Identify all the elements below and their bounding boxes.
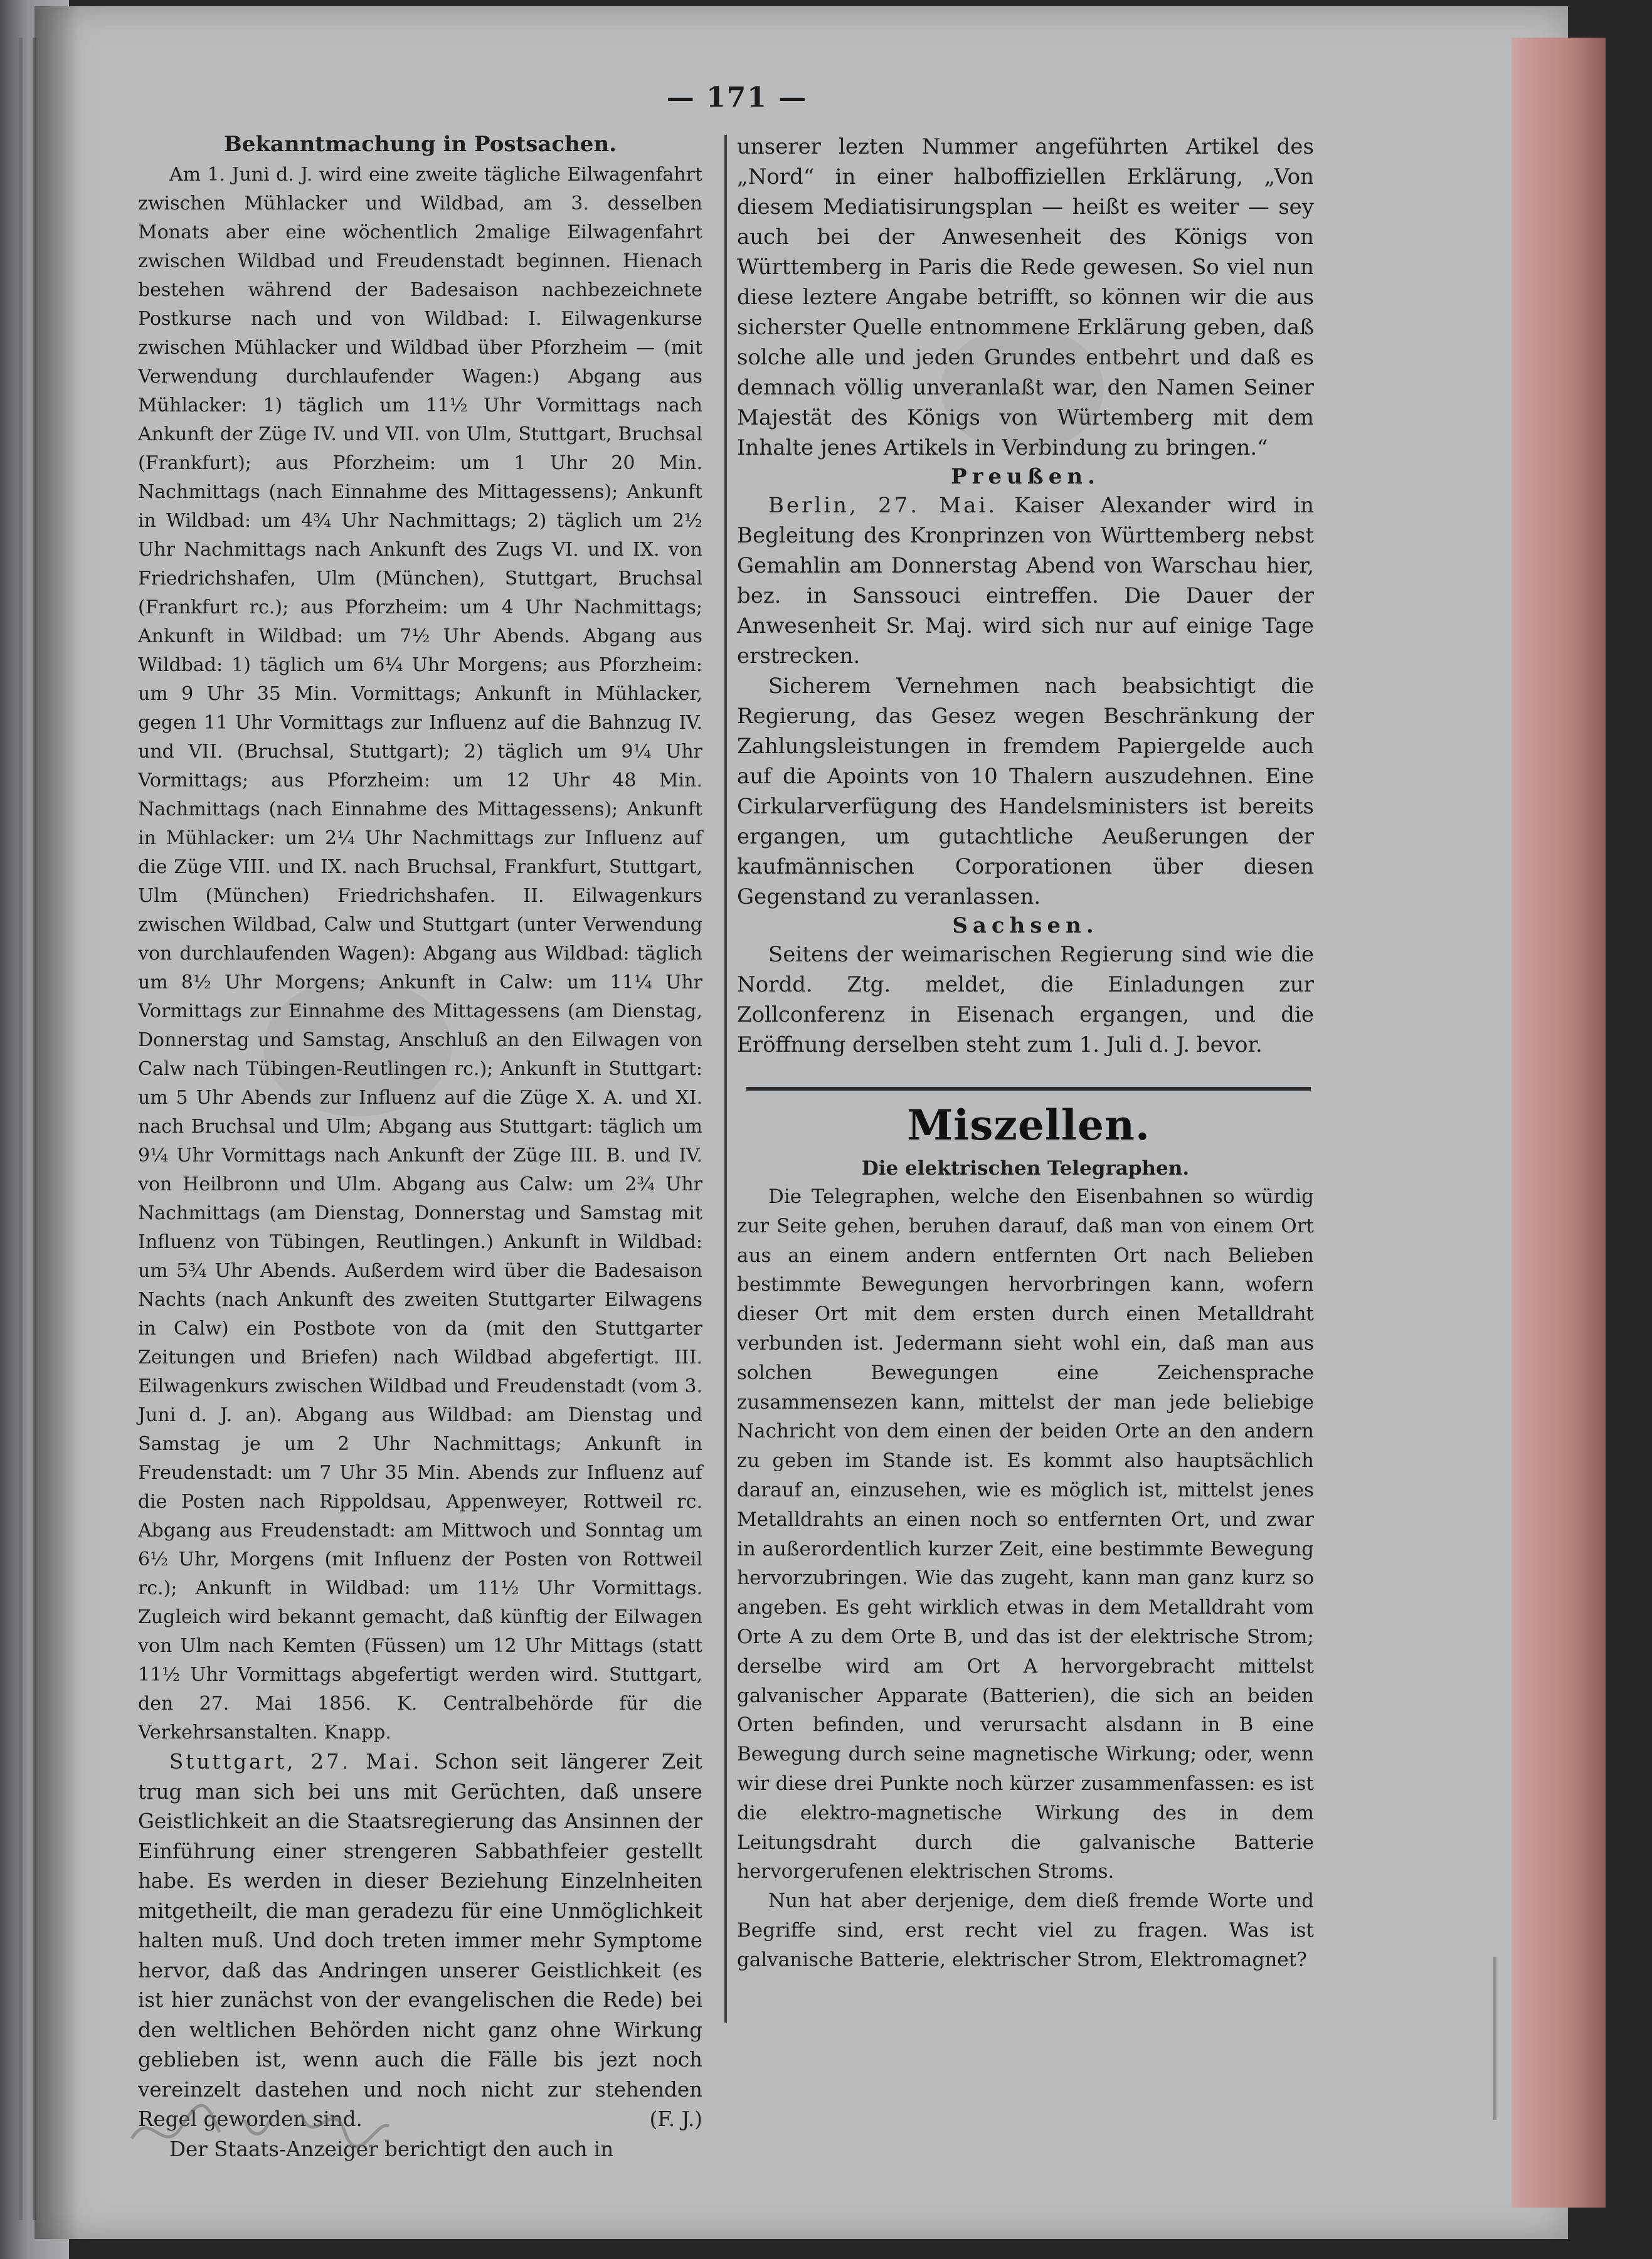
stuttgart-article [138, 1747, 702, 2135]
telegraph-article [737, 1157, 1314, 1975]
page-block-red-edge [1512, 38, 1606, 2208]
berlin-body: Kaiser Alexander wird in Begleitung des Kronprinzen von Württemberg nebst Gemahlin am Donnerstag Abend von Warschau hier, bez. in Sanssouci eintreffen. Die Dauer der Anwesenheit Sr. Maj. wird sich nur auf einige Tage erstrecken. [737, 493, 1314, 669]
preussen-heading: Preußen. [951, 464, 1100, 489]
stuttgart-source: (F. J.) [649, 2107, 702, 2131]
sachsen-heading: Sachsen. [952, 913, 1099, 938]
previous-page-edge-line [19, 38, 23, 2220]
column-divider [724, 135, 727, 2023]
notice-body: Am 1. Juni d. J. wird eine zweite tägliche Eilwagenfahrt zwischen Mühlacker und Wildbad, am 3. desselben Monats aber eine wöchentlich 2malige Eilwagenfahrt zwischen Wildbad und Freudenstadt beginnen. Hienach bestehen während der Badesaison nachbezeichnete Postkurse nach und von Wildbad: I. Eilwagenkurse zwischen Mühlacker und Wildbad über Pforzheim — (mit Verwendung durchlaufender Wagen:) Abgang aus Mühlacker: 1) täglich um 11½ Uhr Vormittags nach Ankunft der Züge IV. und VII. von Ulm, Stuttgart, Bruchsal (Frankfurt); aus Pforzheim: um 1 Uhr 20 Min. Nachmittags (nach Einnahme des Mittagessens); Ankunft in Wildbad: um 4¾ Uhr Nachmittags; 2) täglich um 2½ Uhr Nachmittags nach Ankunft des Zugs VI. und IX. von Friedrichshafen, Ulm (München), Stuttgart, Bruchsal (Frankfurt rc.); aus Pforzheim: um 4 Uhr Nachmittags; Ankunft in Wildbad: um 7½ Uhr Abends. Abgang aus Wildbad: 1) täglich um 6¼ Uhr Morgens; aus Pforzheim: um 9 Uhr 35 Min. Vormittags; Ankunft in Mühlacker, gegen 11 Uhr Vormittags zur Influenz auf die Bahnzug IV. und VII. (Bruchsal, Stuttgart); 2) täglich um 9¼ Uhr Vormittags; aus Pforzheim: um 12 Uhr 48 Min. Nachmittags (nach Einnahme des Mittagessens); Ankunft in Mühlacker: um 2¼ Uhr Nachmittags zur Influenz auf die Züge VIII. und IX. nach Bruchsal, Frankfurt, Stuttgart, Ulm (München) Friedrichshafen. II. Eilwagenkurs zwischen Wildbad, Calw und Stuttgart (unter Verwendung von durchlaufenden Wagen): Abgang aus Wildbad: täglich um 8½ Uhr Morgens; Ankunft in Calw: um 11¼ Uhr Vormittags zur Einnahme des Mittagessens (am Dienstag, Donnerstag und Samstag, Anschluß an den Eilwagen von Calw nach Tübingen-Reutlingen rc.); Ankunft in Stuttgart: um 5 Uhr Abends zur Influenz auf die Züge X. A. und XI. nach Bruchsal und Ulm; Abgang aus Stuttgart: täglich um 9¼ Uhr Vormittags nach Ankunft der Züge III. B. und IV. von Heilbronn und Ulm. Abgang aus Calw: um 2¾ Uhr Nachmittags (am Dienstag, Donnerstag und Samstag mit Influenz von Tübingen, Reutlingen.) Ankunft in Wildbad: um 5¾ Uhr Abends. Außerdem wird über die Badesaison Nachts (nach Ankunft des zweiten Stuttgarter Eilwagens in Calw) ein Postbote von da (mit den Stuttgarter Zeitungen und Briefen) nach Wildbad abgefertigt. III. Eilwagenkurs zwischen Wildbad und Freudenstadt (vom 3. Juni d. J. an). Abgang aus Wildbad: am Dienstag und Samstag je um 2 Uhr Nachmittags; Ankunft in Freudenstadt: um 7 Uhr 35 Min. Abends zur Influenz auf die Posten nach Rippoldsau, Appenweyer, Rottweil rc. Abgang aus Freudenstadt: am Mittwoch und Sonntag um 6½ Uhr, Morgens (mit Influenz der Posten von Rottweil rc.); Ankunft in Wildbad: um 11½ Uhr Vormittags. Zugleich wird bekannt gemacht, daß künftig der Eilwagen von Ulm nach Kemten (Füssen) um 12 Uhr Mittags (statt 11½ Uhr Vormittags abgefertigt werden wird. Stuttgart, den 27. Mai 1856. K. Centralbehörde für die Verkehrsanstalten. Knapp. [138, 164, 702, 1743]
page-number: — 171 — [666, 82, 808, 114]
telegraph-title: Die elektrischen Telegraphen. [861, 1157, 1190, 1180]
berlin-article [737, 490, 1314, 671]
sachsen-body: Seitens der weimarischen Regierung sind wie die Nordd. Ztg. meldet, die Einladungen zur Zollconferenz in Eisenach ergangen, und die Eröffnung derselben steht zum 1. Juli d. J. bevor. [737, 942, 1314, 1057]
left-column [138, 132, 702, 2164]
page-crease [1493, 1957, 1496, 2120]
right-column [737, 132, 1314, 1060]
notice-title: Bekanntmachung in Postsachen. [223, 132, 617, 157]
berlin-dateline: Berlin, 27. Mai. [768, 493, 998, 518]
berlin-paragraph-2: Sicherem Vernehmen nach beabsichtigt die Regierung, das Gesez wegen Beschränkung der Zahlungsleistungen in fremdem Papiergelde auch auf die Apoints von 10 Thalern auszudehnen. Eine Cirkularverfügung des Handelsministers ist bereits ergangen, um gutachtliche Aeußerungen der kaufmännischen Corporationen über diesen Gegenstand zu veranlassen. [737, 674, 1314, 909]
stuttgart-body: Schon seit längerer Zeit trug man sich bei uns mit Gerüchten, daß unsere Geistlichkeit an die Staatsregierung das Ansinnen der Einführung einer strengeren Sabbathfeier gestellt habe. Es werden in dieser Beziehung Einzelnheiten mitgetheilt, die man geradezu für eine Unmöglichkeit halten muß. Und doch treten immer mehr Symptome hervor, daß das Andringen unserer Geistlichkeit (es ist hier zunächst von der evangelischen die Rede) bei den weltlichen Behörden nicht ganz ohne Wirkung geblieben ist, wenn auch die Fälle bis jezt noch vereinzelt dastehen und noch nicht zur stehenden Regel geworden sind. [138, 1750, 702, 2131]
handwritten-pencil-mark [125, 2082, 395, 2164]
telegraph-paragraph-2: Nun hat aber derjenige, dem dieß fremde Worte und Begriffe sind, erst recht viel zu fragen. Was ist galvanische Batterie, elektrischer Strom, Elektromagnet? [737, 1890, 1314, 1971]
staatsanzeiger-line: Der Staats-Anzeiger berichtigt den auch in [169, 2137, 614, 2161]
binding-shadow [34, 6, 78, 2239]
telegraph-paragraph-1: Die Telegraphen, welche den Eisenbahnen so würdig zur Seite gehen, beruhen darauf, daß man von einem Ort aus an einem andern entfernten Ort nach Belieben bestimmte Bewegungen hervorbringen kann, wofern dieser Ort mit dem ersten durch einen Metalldraht verbunden ist. Jedermann sieht wohl ein, daß man aus solchen Bewegungen eine Zeichensprache zusammensezen kann, mittelst der man jede beliebige Nachricht von dem einen der beiden Orte an den andern zu geben im Stande ist. Es kommt also hauptsächlich darauf an, einzusehen, wie es möglich ist, mittelst jenes Metalldrahts an einen noch so entfernten Ort, und zwar in außerordentlich kurzer Zeit, eine bestimmte Bewegung hervorzubringen. Wie das zugeht, kann man ganz kurz so angeben. Es geht wirklich etwas in dem Metalldraht vom Orte A zu dem Orte B, und das ist der elektrische Strom; derselbe wird am Ort A hervorgebracht mittelst galvanischer Apparate (Batterien), die sich an beiden Orten befinden, und verursacht alsdann in B eine Bewegung durch seine magnetische Wirkung; oder, wenn wir diese drei Punkte noch kürzer zusammenfassen: es ist die elektro-magnetische Wirkung des in dem Leitungsdraht durch die galvanische Batterie hervorgerufenen elektrischen Stroms. [737, 1185, 1314, 1883]
nord-continuation: unserer lezten Nummer angeführten Artikel des „Nord“ in einer halboffiziellen Erklärung, „Von diesem Mediatisirungsplan — heißt es weiter — sey auch bei der Anwesenheit des Königs von Württemberg in Paris die Rede gewesen. So viel nun diese leztere Angabe betrifft, so können wir die aus sicherster Quelle entnommene Erklärung geben, daß solche alle und jeden Grundes entbehrt und daß es demnach völlig unveranlaßt war, den Namen Seiner Majestät des Königs von Würtemberg mit dem Inhalte jenes Artikels in Verbindung zu bringen.“ [737, 134, 1314, 460]
section-rule [746, 1087, 1311, 1091]
stuttgart-dateline: Stuttgart, 27. Mai. [169, 1750, 422, 1774]
miszellen-title: Miszellen. [907, 1101, 1150, 1150]
